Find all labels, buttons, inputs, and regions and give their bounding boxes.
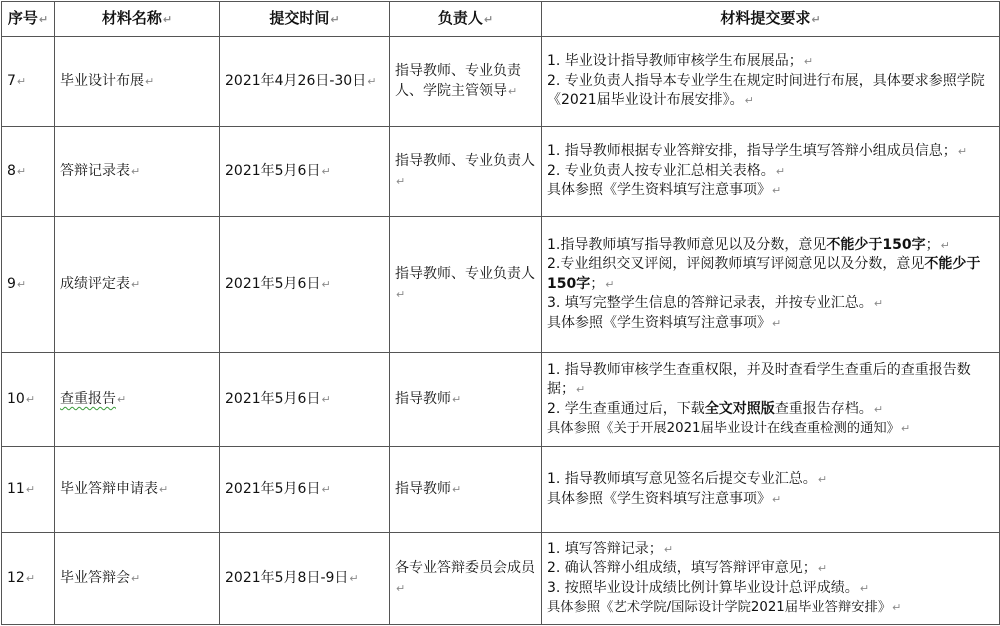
table-row [2, 37, 1000, 127]
req-line: 1.指导教师填写指导教师意见以及分数，意见不能少于150字；↵ [547, 236, 950, 253]
req-line: 具体参照《学生资料填写注意事项》↵ [547, 182, 782, 199]
req-line: 具体参照《关于开展2021届毕业设计在线查重检测的通知》↵ [547, 421, 911, 436]
cell-time: 2021年5月6日↵ [220, 353, 390, 447]
table-header-row [2, 2, 1000, 37]
table-row [2, 353, 1000, 447]
cell-requirements [542, 533, 1000, 625]
req-line: 2. 学生查重通过后，下载全文对照版查重报告存档。↵ [547, 400, 884, 417]
cell-requirements [542, 353, 1000, 447]
emphasis-text: 全文对照版 [704, 400, 775, 417]
cell-owner: 指导教师、专业负责人、学院主管领导↵ [390, 37, 542, 127]
cell-time: 2021年5月6日↵ [220, 217, 390, 353]
cell-index: 7↵ [2, 37, 55, 127]
cell-time: 2021年4月26日-30日↵ [220, 37, 390, 127]
cell-owner: 指导教师↵ [390, 353, 542, 447]
req-line: 具体参照《学生资料填写注意事项》↵ [547, 490, 782, 507]
req-line: 具体参照《学生资料填写注意事项》↵ [547, 314, 782, 331]
cell-name: 毕业答辩申请表↵ [55, 447, 220, 533]
cell-requirements [542, 37, 1000, 127]
emphasis-text: 不能少于150字 [826, 236, 926, 253]
req-line: 1. 填写答辩记录；↵ [547, 540, 674, 557]
header-name: 材料名称↵ [55, 2, 220, 37]
cell-name: 查重报告↵ [55, 353, 220, 447]
cell-index: 9↵ [2, 217, 55, 353]
header-index: 序号↵ [2, 2, 55, 37]
header-time: 提交时间↵ [220, 2, 390, 37]
cell-owner: 指导教师、专业负责人↵ [390, 217, 542, 353]
cell-index: 12↵ [2, 533, 55, 625]
req-line: 1. 指导教师审核学生查重权限，并及时查看学生查重后的查重报告数据；↵ [547, 361, 971, 397]
cell-requirements [542, 217, 1000, 353]
cell-index: 11↵ [2, 447, 55, 533]
table-row [2, 127, 1000, 217]
cell-requirements [542, 127, 1000, 217]
table-row [2, 533, 1000, 625]
cell-requirements [542, 447, 1000, 533]
req-line: 1. 指导教师根据专业答辩安排，指导学生填写答辩小组成员信息；↵ [547, 143, 968, 160]
table-row [2, 447, 1000, 533]
req-line: 2. 确认答辩小组成绩，填写答辩评审意见；↵ [547, 560, 828, 576]
materials-table [1, 1, 1000, 625]
cell-index: 8↵ [2, 127, 55, 217]
cell-name: 毕业答辩会↵ [55, 533, 220, 625]
req-line: 3. 按照毕业设计成绩比例计算毕业设计总评成绩。↵ [547, 579, 870, 596]
cell-name: 成绩评定表↵ [55, 217, 220, 353]
req-line: 1. 毕业设计指导教师审核学生布展展品；↵ [547, 53, 814, 70]
table-row [2, 217, 1000, 353]
cell-owner: 各专业答辩委员会成员↵ [390, 533, 542, 625]
header-owner: 负责人↵ [390, 2, 542, 37]
cell-name: 毕业设计布展↵ [55, 37, 220, 127]
cell-time: 2021年5月6日↵ [220, 127, 390, 217]
cell-time: 2021年5月6日↵ [220, 447, 390, 533]
req-line: 1. 指导教师填写意见签名后提交专业汇总。↵ [547, 471, 828, 487]
cell-owner: 指导教师、专业负责人↵ [390, 127, 542, 217]
req-line: 2. 专业负责人指导本专业学生在规定时间进行布展，具体要求参照学院《2021届毕业设计布展安排》。↵ [547, 72, 985, 109]
cell-index: 10↵ [2, 353, 55, 447]
req-line: 3. 填写完整学生信息的答辩记录表，并按专业汇总。↵ [547, 295, 884, 312]
cell-owner: 指导教师↵ [390, 447, 542, 533]
header-requirements: 材料提交要求↵ [542, 2, 1000, 37]
req-line: 2. 专业负责人按专业汇总相关表格。↵ [547, 162, 786, 179]
req-line: 具体参照《艺术学院/国际设计学院2021届毕业答辩安排》↵ [547, 600, 902, 615]
emphasis-text: 不能少于150字 [547, 256, 981, 292]
cell-time: 2021年5月8日-9日↵ [220, 533, 390, 625]
cell-name: 答辩记录表↵ [55, 127, 220, 217]
req-line: 2.专业组织交叉评阅，评阅教师填写评阅意见以及分数，意见不能少于150字；↵ [547, 256, 981, 292]
